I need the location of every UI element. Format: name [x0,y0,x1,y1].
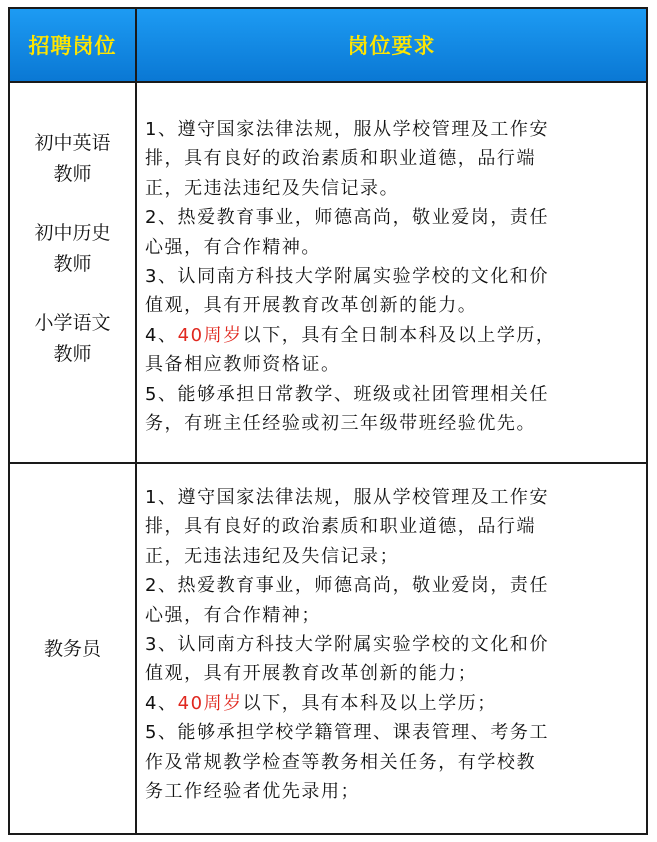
requirement-suffix: 以下，具有全日制本科及以上学历， [242,324,556,346]
requirement-line: 具备相应教师资格证。 [145,354,341,376]
requirement-line: 心强，有合作精神。 [145,236,321,258]
row2-requirements-cell [145,483,640,806]
requirement-line: 1、遵守国家法律法规，服从学校管理及工作安 [145,487,549,508]
requirement-line: 3、认同南方科技大学附属实验学校的文化和价 [145,266,549,288]
row2-position-cell [10,634,135,665]
requirement-line: 务工作经验者优先录用； [145,781,361,803]
requirement-line: 5、能够承担日常教学、班级或社团管理相关任 [145,383,549,405]
requirement-line: 值观，具有开展教育改革创新的能力； [145,663,478,685]
requirement-prefix: 4、 [145,692,178,714]
recruitment-table [8,7,648,835]
position-name [10,634,135,665]
position-name-line: 教师 [53,253,92,275]
position-name [10,128,135,190]
age-limit-highlight: 40周岁 [177,324,243,346]
requirement-line: 5、能够承担学校学籍管理、课表管理、考务工 [145,722,549,744]
position-name-line: 初中英语 [34,132,111,154]
position-name-line: 初中历史 [34,222,111,244]
requirement-prefix: 4、 [145,324,178,346]
requirement-line: 正，无违法违纪及失信记录； [145,545,400,567]
position-name-line: 小学语文 [34,312,111,334]
position-name-line: 教师 [53,343,92,365]
requirement-line: 排，具有良好的政治素质和职业道德，品行端 [145,148,536,170]
requirement-suffix: 以下，具有本科及以上学历； [242,692,497,714]
row1-requirements-cell [145,115,640,438]
table-header [10,9,646,83]
requirement-line [145,321,640,350]
requirement-line: 2、热爱教育事业，师德高尚，敬业爱岗，责任 [145,575,549,597]
position-name [10,218,135,280]
age-limit-highlight: 40周岁 [177,692,243,714]
position-name-line: 教务员 [43,638,101,660]
requirement-line: 排，具有良好的政治素质和职业道德，品行端 [145,516,536,538]
requirement-line: 正，无违法违纪及失信记录。 [145,177,400,199]
row-divider [10,462,646,464]
row1-position-cell [10,128,135,370]
requirement-line: 务，有班主任经验或初三年级带班经验优先。 [145,413,536,435]
requirement-line: 3、认同南方科技大学附属实验学校的文化和价 [145,634,549,656]
requirement-line: 1、遵守国家法律法规，服从学校管理及工作安 [145,119,549,140]
requirement-line [145,689,640,718]
position-name [10,308,135,370]
requirement-line: 2、热爱教育事业，师德高尚，敬业爱岗，责任 [145,207,549,229]
requirement-line: 值观，具有开展教育改革创新的能力。 [145,295,478,317]
requirement-line: 作及常规教学检查等教务相关任务，有学校教 [145,751,536,773]
header-position: 招聘岗位 [28,34,117,58]
requirement-line: 心强，有合作精神； [145,604,321,626]
column-divider [135,9,137,833]
position-name-line: 教师 [53,163,92,185]
header-requirements: 岗位要求 [347,34,436,58]
